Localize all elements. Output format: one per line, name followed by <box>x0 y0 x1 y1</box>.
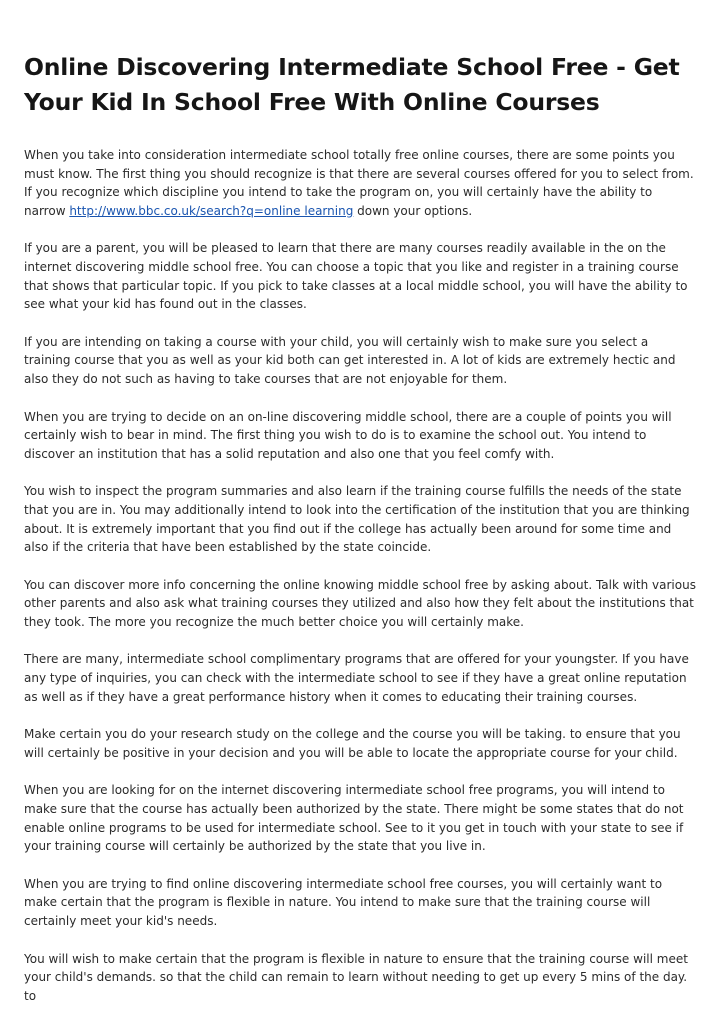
article-title: Online Discovering Intermediate School Free - Get Your Kid In School Free With Online Courses <box>24 53 680 116</box>
article-paragraph-7: There are many, intermediate school complimentary programs that are offered for your youngster. If you have any type of inquiries, you can check with the intermediate school to see if they have a great online reputation as well as if they have a great performance history when it comes to educating their training courses. <box>24 652 689 704</box>
paragraph-1-text-after-link: down your options. <box>353 203 473 218</box>
paragraph-1-text-before-link: When you take into consideration intermediate school totally free online courses, there are some points you must know. The first thing you should recognize is that there are several courses offered for you to select from. If you recognize which discipline you intend to take the program on, you will certainly have the ability to narrow <box>24 148 694 218</box>
article-paragraph-4: When you are trying to decide on an on-line discovering middle school, there are a couple of points you will certainly wish to bear in mind. The first thing you wish to do is to examine the school out. You intend to discover an institution that has a solid reputation and also one that you feel comfy with. <box>24 409 672 461</box>
article-paragraph-5: You wish to inspect the program summaries and also learn if the training course fulfills the needs of the state that you are in. You may additionally intend to look into the certification of the institution that you are thinking about. It is extremely important that you find out if the college has actually been around for some time and also if the criteria that have been established by the state coincide. <box>24 484 690 555</box>
article-paragraph-8: Make certain you do your research study on the college and the course you will be taking. to ensure that you will certainly be positive in your decision and you will be able to locate the appropriate course for your child. <box>24 727 681 760</box>
article-paragraph-3: If you are intending on taking a course with your child, you will certainly wish to make sure you select a training course that you as well as your kid both can get interested in. A lot of kids are extremely hectic and also they do not such as having to take courses that are not enjoyable for them. <box>24 334 676 386</box>
article-page <box>24 50 696 1024</box>
article-paragraph-6: You can discover more info concerning the online knowing middle school free by asking about. Talk with various other parents and also ask what training courses they utilized and also how they felt about the institutions that they took. The more you recognize the much better choice you will certainly make. <box>24 577 696 629</box>
article-paragraph-9: When you are looking for on the internet discovering intermediate school free programs, you will intend to make sure that the course has actually been authorized by the state. There might be some states that do not enable online programs to be used for intermediate school. See to it you get in touch with your state to see if your training course will certainly be authorized by the state that you live in. <box>24 783 684 854</box>
article-paragraph-1 <box>24 146 696 220</box>
article-paragraph-2: If you are a parent, you will be pleased to learn that there are many courses readily available in the on the internet discovering middle school free. You can choose a topic that you like and register in a training course that shows that particular topic. If you pick to take classes at a local middle school, you will have the ability to see what your kid has found out in the classes. <box>24 241 688 312</box>
bbc-search-link[interactable]: http://www.bbc.co.uk/search?q=online learning <box>69 203 354 218</box>
article-paragraph-11: You will wish to make certain that the program is flexible in nature to ensure that the training course will meet your child's demands. so that the child can remain to learn without needing to get up every 5 mins of the day. to <box>24 951 688 1003</box>
article-paragraph-10: When you are trying to find online discovering intermediate school free courses, you will certainly want to make certain that the program is flexible in nature. You intend to make sure that the training course will certainly meet your kid's needs. <box>24 876 663 928</box>
